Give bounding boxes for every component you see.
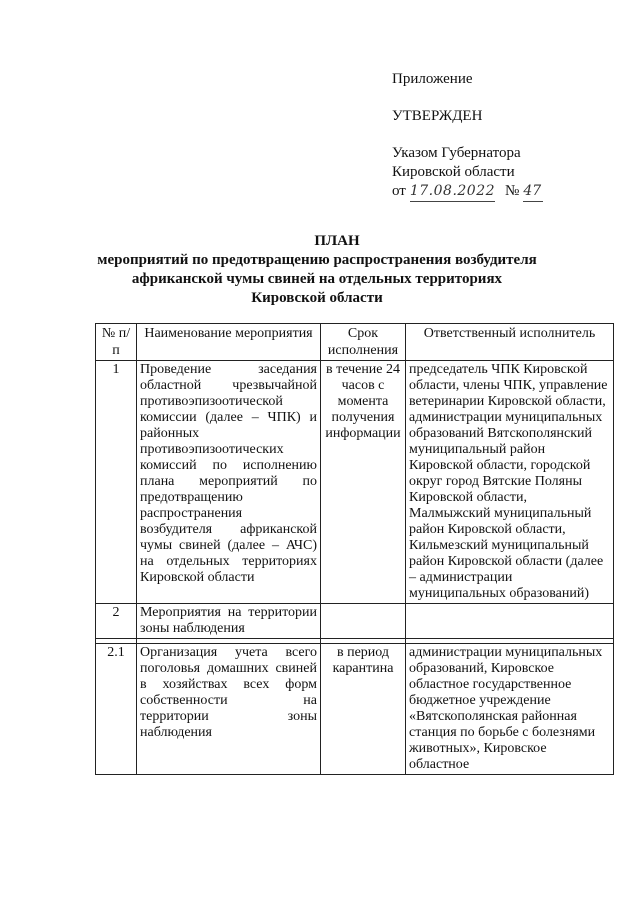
row-name: Проведение заседания областной чрезвычайной противоэпизоотической комиссии (далее – ЧПК) и районных противоэпизоотических комиссий по исполнению плана мероприятий по предотвращению распространения возбудителя африканской чумы свиней (далее – АЧС) на отдельных территориях Кировской области [137, 361, 321, 604]
title-line-1: мероприятий по предотвращению распространения возбудителя [97, 252, 537, 268]
table-row [96, 604, 614, 639]
row-num: 1 [96, 361, 137, 604]
decree-date: 17.08.2022 [410, 182, 495, 202]
date-prefix: от [392, 183, 406, 199]
title-line-2: африканской чумы свиней на отдельных территориях [131, 271, 503, 287]
table-row [96, 644, 614, 775]
decree-line-1: Указом Губернатора [392, 145, 521, 161]
decree-date-line [392, 182, 543, 202]
header-responsible: Ответственный исполнитель [406, 324, 614, 361]
row-term: в течение 24 часов с момента получения информации [321, 361, 406, 604]
approved-label: УТВЕРЖДЕН [392, 108, 483, 124]
header-num: № п/п [96, 324, 137, 361]
header-term: Срок исполнения [321, 324, 406, 361]
row-responsible: администрации муниципальных образований, Кировское областное государственное бюджетное учреждение «Вятскополянская районная станция по борьбе с болезнями животных», Кировское областное [406, 644, 614, 775]
header-name: Наименование мероприятия [137, 324, 321, 361]
row-responsible [406, 604, 614, 639]
row-name: Организация учета всего поголовья домашних свиней в хозяйствах всех форм собственности на территории зоны наблюдения [137, 644, 321, 775]
decree-line-2: Кировской области [392, 164, 515, 180]
document-title [0, 232, 634, 308]
row-term: в период карантина [321, 644, 406, 775]
title-line-3: Кировской области [251, 290, 383, 306]
row-name: Мероприятия на территории зоны наблюдения [137, 604, 321, 639]
table-row [96, 361, 614, 604]
row-num: 2 [96, 604, 137, 639]
plan-table [95, 323, 614, 775]
row-num: 2.1 [96, 644, 137, 775]
approval-block [392, 70, 543, 202]
row-term [321, 604, 406, 639]
number-sign: № [505, 183, 520, 199]
decree-number: 47 [523, 182, 543, 202]
appendix-label: Приложение [392, 71, 473, 87]
title-heading: ПЛАН [314, 233, 360, 249]
row-responsible: председатель ЧПК Кировской области, члены ЧПК, управление ветеринарии Кировской области, администрации муниципальных образований Вятскополянский муниципальный район Кировской области, городской округ город Вятские Поляны Кировской области, Малмыжский муниципальный район Кировской области, Кильмезский муниципальный район Кировской области (далее – администрации муниципальных образований) [406, 361, 614, 604]
table-header-row [96, 324, 614, 361]
